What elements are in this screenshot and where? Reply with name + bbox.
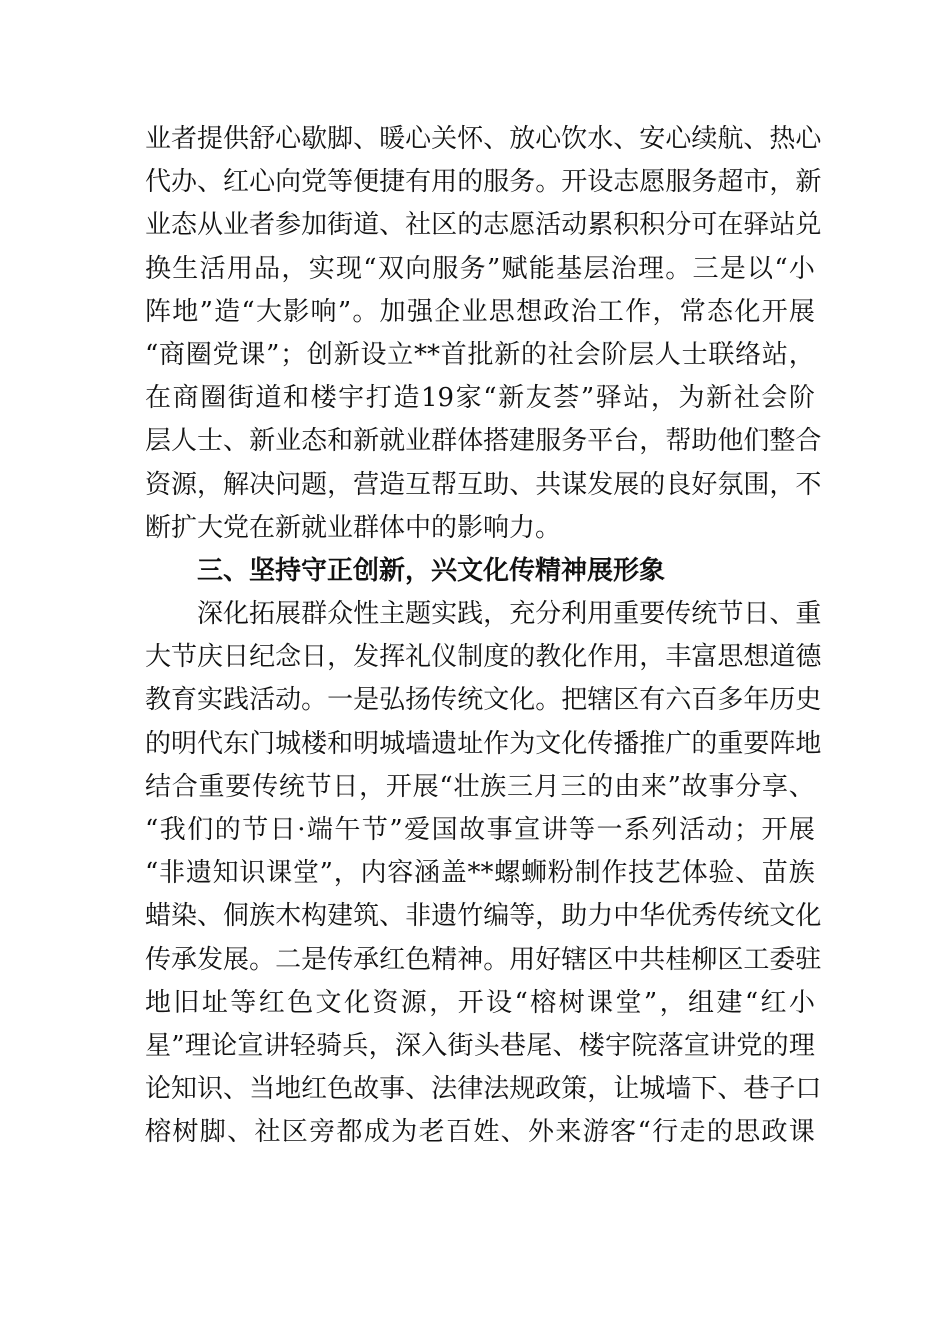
text-line: 大 节 庆 日 纪 念 日 ， 发 挥 礼 仪 制 度 的 教 化 作 用 ， 丰 富 思 想 道 德 <box>145 642 822 673</box>
text-line: 地 旧 址 等 红 色 文 化 资 源 ， 开 设 “ 榕 树 课 堂 ” ， 组 建 “ 红 小 <box>145 987 815 1018</box>
text-line: 资 源 ， 解 决 问 题 ， 营 造 互 帮 互 助 、 共 谋 发 展 的 良 好 氛 围 ， 不 <box>145 469 822 500</box>
text-line: 在 商 圈 街 道 和 楼 宇 打 造 19 家 “ 新 友 荟 ” 驿 站 ， 为 新 社 会 阶 <box>145 383 815 414</box>
text-line: 业 态 从 业 者 参 加 街 道 、 社 区 的 志 愿 活 动 累 积 积 分 可 在 驿 站 兑 <box>145 210 822 241</box>
paragraph-2 <box>145 593 822 1154</box>
body-text <box>145 118 822 1155</box>
text-line: 传 承 发 展 。 二 是 传 承 红 色 精 神 。 用 好 辖 区 中 共 桂 柳 区 工 委 驻 <box>145 944 822 975</box>
text-line: 榕 树 脚 、 社 区 旁 都 成 为 老 百 姓 、 外 来 游 客 “ 行 走 的 思 政 课 <box>145 1117 815 1148</box>
text-line: 层 人 士 、 新 业 态 和 新 就 业 群 体 搭 建 服 务 平 台 ， 帮 助 他 们 整 合 <box>145 426 822 457</box>
text-line: “ 我 们 的 节 日 · 端 午 节 ” 爱 国 故 事 宣 讲 等 一 系 列 活 动 ； 开 展 <box>145 815 815 845</box>
text-line: 深 化 拓 展 群 众 性 主 题 实 践 ， 充 分 利 用 重 要 传 统 节 日 、 重 <box>197 599 822 630</box>
text-line: 的 明 代 东 门 城 楼 和 明 城 墙 遗 址 作 为 文 化 传 播 推 广 的 重 要 阵 地 <box>145 728 822 759</box>
text-line: 阵 地 ” 造 “ 大 影 响 ” 。 加 强 企 业 思 想 政 治 工 作 ， 常 态 化 开 展 <box>145 296 815 327</box>
text-line: 断扩大党在新就业群体中的影响力。 <box>145 512 562 543</box>
section-heading <box>145 550 815 593</box>
paragraph-1 <box>145 118 822 550</box>
text-line: 代 办 、 红 心 向 党 等 便 捷 有 用 的 服 务 。 开 设 志 愿 服 务 超 市 ， 新 <box>145 167 822 198</box>
section-heading-text: 三、坚持守正创新，兴文化传精神展形象 <box>197 555 666 586</box>
text-line: “ 非 遗 知 识 课 堂 ” ， 内 容 涵 盖 ** 螺 蛳 粉 制 作 技 艺 体 验 、 苗 族 <box>145 858 815 889</box>
text-line: 蜡 染 、 侗 族 木 构 建 筑 、 非 遗 竹 编 等 ， 助 力 中 华 优 秀 传 统 文 化 <box>145 901 822 932</box>
text-line: 教 育 实 践 活 动 。 一 是 弘 扬 传 统 文 化 。 把 辖 区 有 六 百 多 年 历 史 <box>145 685 822 716</box>
text-line: 星 ” 理 论 宣 讲 轻 骑 兵 ， 深 入 街 头 巷 尾 、 楼 宇 院 落 宣 讲 党 的 理 <box>145 1030 815 1061</box>
text-line: “ 商 圈 党 课 ” ； 创 新 设 立 ** 首 批 新 的 社 会 阶 层 人 士 联 络 站 ， <box>145 339 815 370</box>
text-line: 结 合 重 要 传 统 节 日 ， 开 展 “ 壮 族 三 月 三 的 由 来 ” 故 事 分 享 、 <box>145 771 815 802</box>
text-line: 业 者 提 供 舒 心 歇 脚 、 暖 心 关 怀 、 放 心 饮 水 、 安 心 续 航 、 热 心 <box>145 124 822 154</box>
text-line: 论 知 识 、 当 地 红 色 故 事 、 法 律 法 规 政 策 ， 让 城 墙 下 、 巷 子 口 <box>145 1074 822 1105</box>
text-line: 换 生 活 用 品 ， 实 现 “ 双 向 服 务 ” 赋 能 基 层 治 理 。 三 是 以 “ 小 <box>145 253 815 284</box>
